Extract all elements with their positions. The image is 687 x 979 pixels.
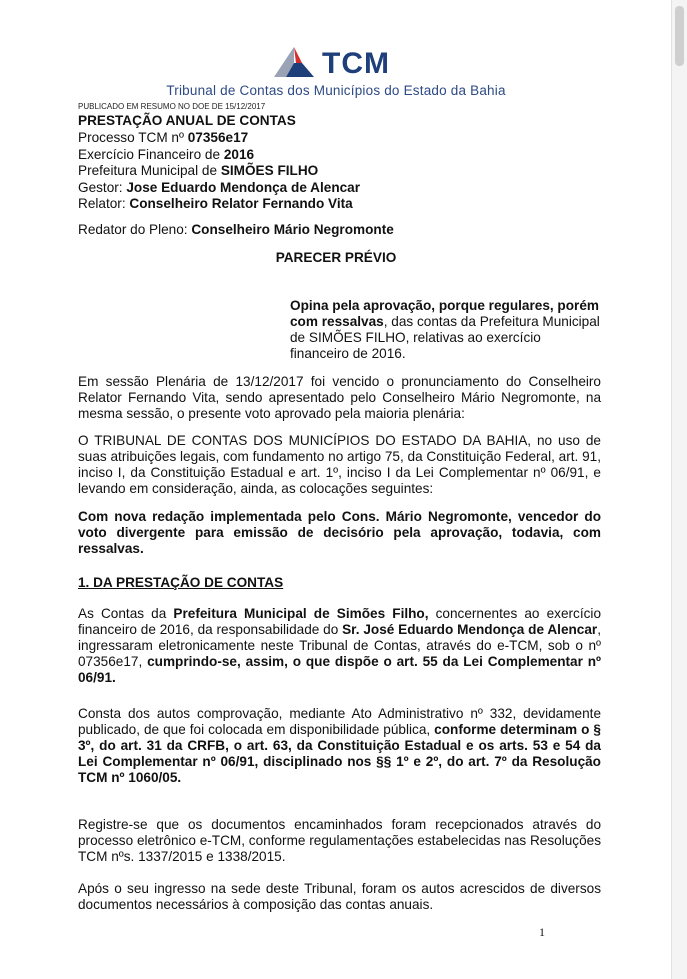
tribunal-paragraph: O TRIBUNAL DE CONTAS DOS MUNICÍPIOS DO ESTADO DA BAHIA, no uso de suas atribuições legais, com fundamento no artigo 75, da Constituição Federal, art. 91, inciso I, da Constituição Estadual e art. 1º, inciso I da Lei Complementar nº 06/91, e levando em consideração, ainda, as colocações seguintes:: [78, 433, 601, 496]
tcm-logo-icon: [272, 45, 318, 79]
drafter-line: Redator do Pleno: Conselheiro Mário Negromonte: [78, 222, 394, 237]
manager-line: Gestor: Jose Eduardo Mendonça de Alencar: [78, 180, 361, 195]
proof-paragraph: Consta dos autos comprovação, mediante Ato Administrativo nº 332, devidamente publicado, de que foi colocada em disponibilidade pública, conforme determinam o § 3º, do art. 31 da CRFB, o art. 63, da Constituição Estadual e os arts. 53 e 54 da Lei Complementar nº 06/91, disciplinado nos §§ 1º e 2º, do art. 7º da Resolução TCM nº 1060/05.: [78, 706, 601, 785]
rapporteur-line: Relator: Conselheiro Relator Fernando Vita: [78, 196, 353, 211]
publication-note: PUBLICADO EM RESUMO NO DOE DE 15/12/2017: [78, 102, 266, 111]
exercise-line: Exercício Financeiro de 2016: [78, 147, 255, 162]
process-line: Processo TCM nº 07356e17: [78, 130, 249, 145]
opinion-title: PARECER PRÉVIO: [275, 250, 397, 265]
session-paragraph: Em sessão Plenária de 13/12/2017 foi vencido o pronunciamento do Conselheiro Relator Fernando Vita, sendo apresentado pelo Conselheiro Mário Negromonte, na mesma sessão, o presente voto aprovado pela maioria plenária:: [78, 374, 601, 421]
institution-name: Tribunal de Contas dos Municípios do Estado da Bahia: [166, 83, 506, 98]
tcm-logo: [272, 45, 422, 83]
vertical-scrollbar[interactable]: [671, 0, 687, 979]
prefecture-line: Prefeitura Municipal de SIMÕES FILHO: [78, 163, 319, 178]
scrollbar-thumb[interactable]: [675, 6, 684, 66]
opinion-summary: Opina pela aprovação, porque regulares, porém com ressalvas, das contas da Prefeitura Municipal de SIMÕES FILHO, relativas ao exercício financeiro de 2016.: [290, 298, 600, 361]
new-wording-paragraph: Com nova redação implementada pelo Cons. Mário Negromonte, vencedor do voto divergente para emissão de decisório pela aprovação, todavia, com ressalvas.: [78, 509, 601, 556]
logo-text: TCM: [322, 47, 390, 80]
section-heading: 1. DA PRESTAÇÃO DE CONTAS: [78, 575, 284, 590]
accounts-paragraph: As Contas da Prefeitura Municipal de Simões Filho, concernentes ao exercício financeiro de 2016, da responsabilidade do Sr. José Eduardo Mendonça de Alencar, ingressaram eletronicamente neste Tribunal de Contas, através do e-TCM, sob o nº 07356e17, cumprindo-se, assim, o que dispõe o art. 55 da Lei Complementar nº 06/91.: [78, 606, 602, 685]
document-type: PRESTAÇÃO ANUAL DE CONTAS: [78, 113, 296, 128]
register-paragraph: Registre-se que os documentos encaminhados foram recepcionados através do processo eletrônico e-TCM, conforme regulamentações estabelecidas nas Resoluções TCM nºs. 1337/2015 e 1338/2015.: [78, 817, 601, 864]
after-paragraph: Após o seu ingresso na sede deste Tribunal, foram os autos acrescidos de diversos documentos necessários à composição das contas anuais.: [78, 881, 601, 912]
page-number: 1: [539, 925, 545, 939]
